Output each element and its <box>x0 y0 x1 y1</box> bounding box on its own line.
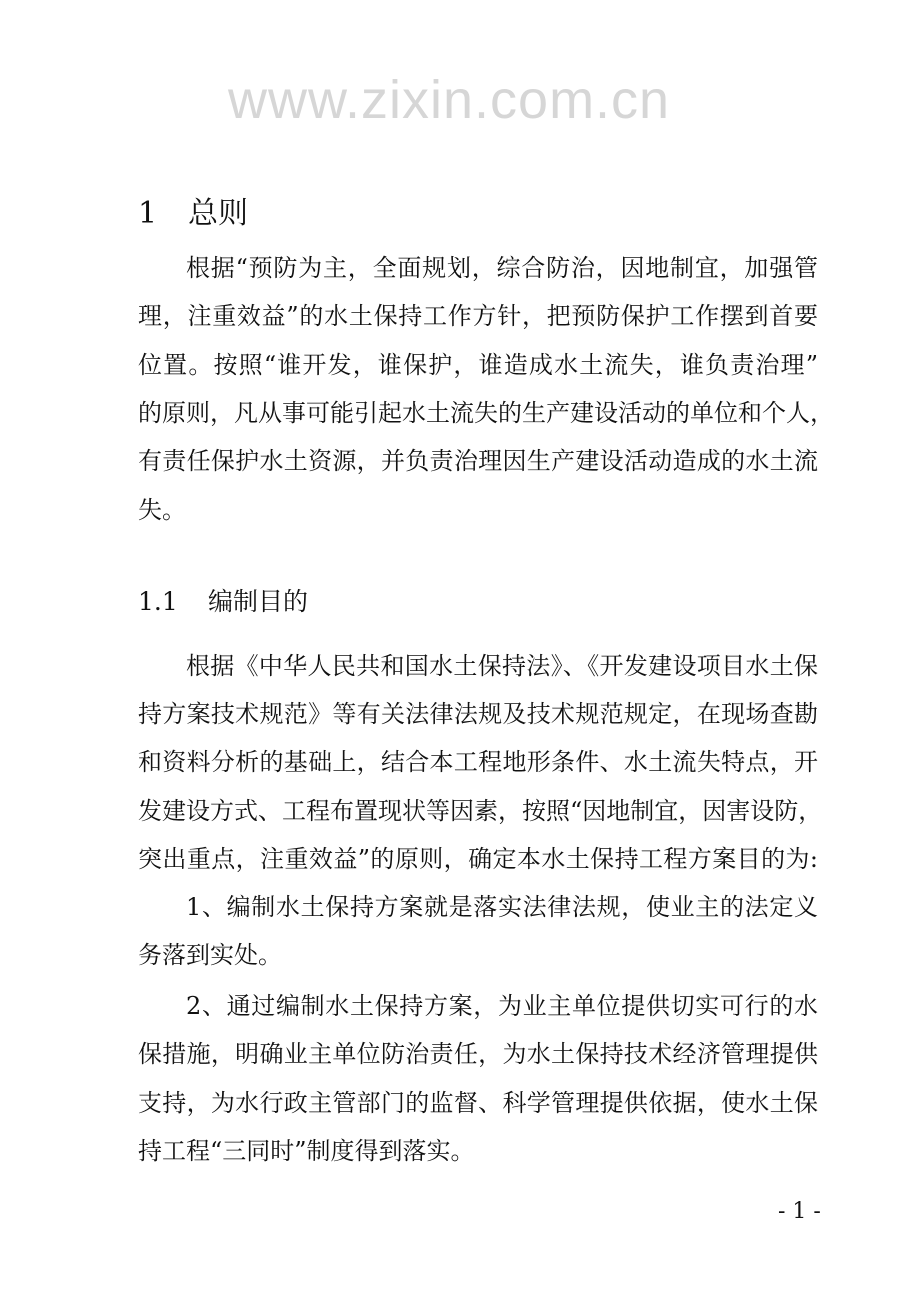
para1-line: 理，注重效益”的水土保持工作方针，把预防保护工作摆到首要 <box>138 302 818 330</box>
para1-line: 位置。按照“谁开发，谁保护，谁造成水土流失，谁负责治理” <box>138 351 818 379</box>
item2-line: 支持，为水行政主管部门的监督、科学管理提供依据，使水土保 <box>138 1089 818 1117</box>
watermark: www.zixin.com.cn <box>228 70 671 130</box>
page-number: - 1 - <box>778 1199 821 1224</box>
heading-2-title: 编制目的 <box>208 587 309 616</box>
item2-line: 保措施，明确业主单位防治责任，为水土保持技术经济管理提供 <box>138 1040 818 1068</box>
heading-1-title: 总则 <box>188 196 248 231</box>
para2-line: 和资料分析的基础上，结合本工程地形条件、水土流失特点，开 <box>138 748 818 776</box>
para2-line: 持方案技术规范》等有关法律法规及技术规范规定，在现场查勘 <box>138 700 818 728</box>
item1-line: 务落到实处。 <box>138 941 282 969</box>
para1-line: 失。 <box>138 496 186 524</box>
item2-line: 持工程“三同时”制度得到落实。 <box>138 1137 475 1165</box>
para2-line: 突出重点，注重效益”的原则，确定本水土保持工程方案目的为: <box>138 845 818 873</box>
para1-line: 的原则，凡从事可能引起水土流失的生产建设活动的单位和个人， <box>138 399 834 427</box>
para2-line: 根据《中华人民共和国水土保持法》、《开发建设项目水土保 <box>186 652 818 680</box>
para1-line: 有责任保护水土资源，并负责治理因生产建设活动造成的水土流 <box>138 447 818 475</box>
heading-1 <box>138 196 248 232</box>
heading-2-number: 1.1 <box>138 587 178 616</box>
para1-line: 根据“预防为主，全面规划，综合防治，因地制宜，加强管 <box>186 254 818 282</box>
item2-line: 2、通过编制水土保持方案，为业主单位提供切实可行的水 <box>186 992 818 1020</box>
item1-line: 1、编制水土保持方案就是落实法律法规，使业主的法定义 <box>186 893 818 921</box>
para2-line: 发建设方式、工程布置现状等因素，按照“因地制宜，因害设防， <box>138 797 823 825</box>
heading-1-number: 1 <box>138 196 158 231</box>
heading-2 <box>138 586 308 618</box>
